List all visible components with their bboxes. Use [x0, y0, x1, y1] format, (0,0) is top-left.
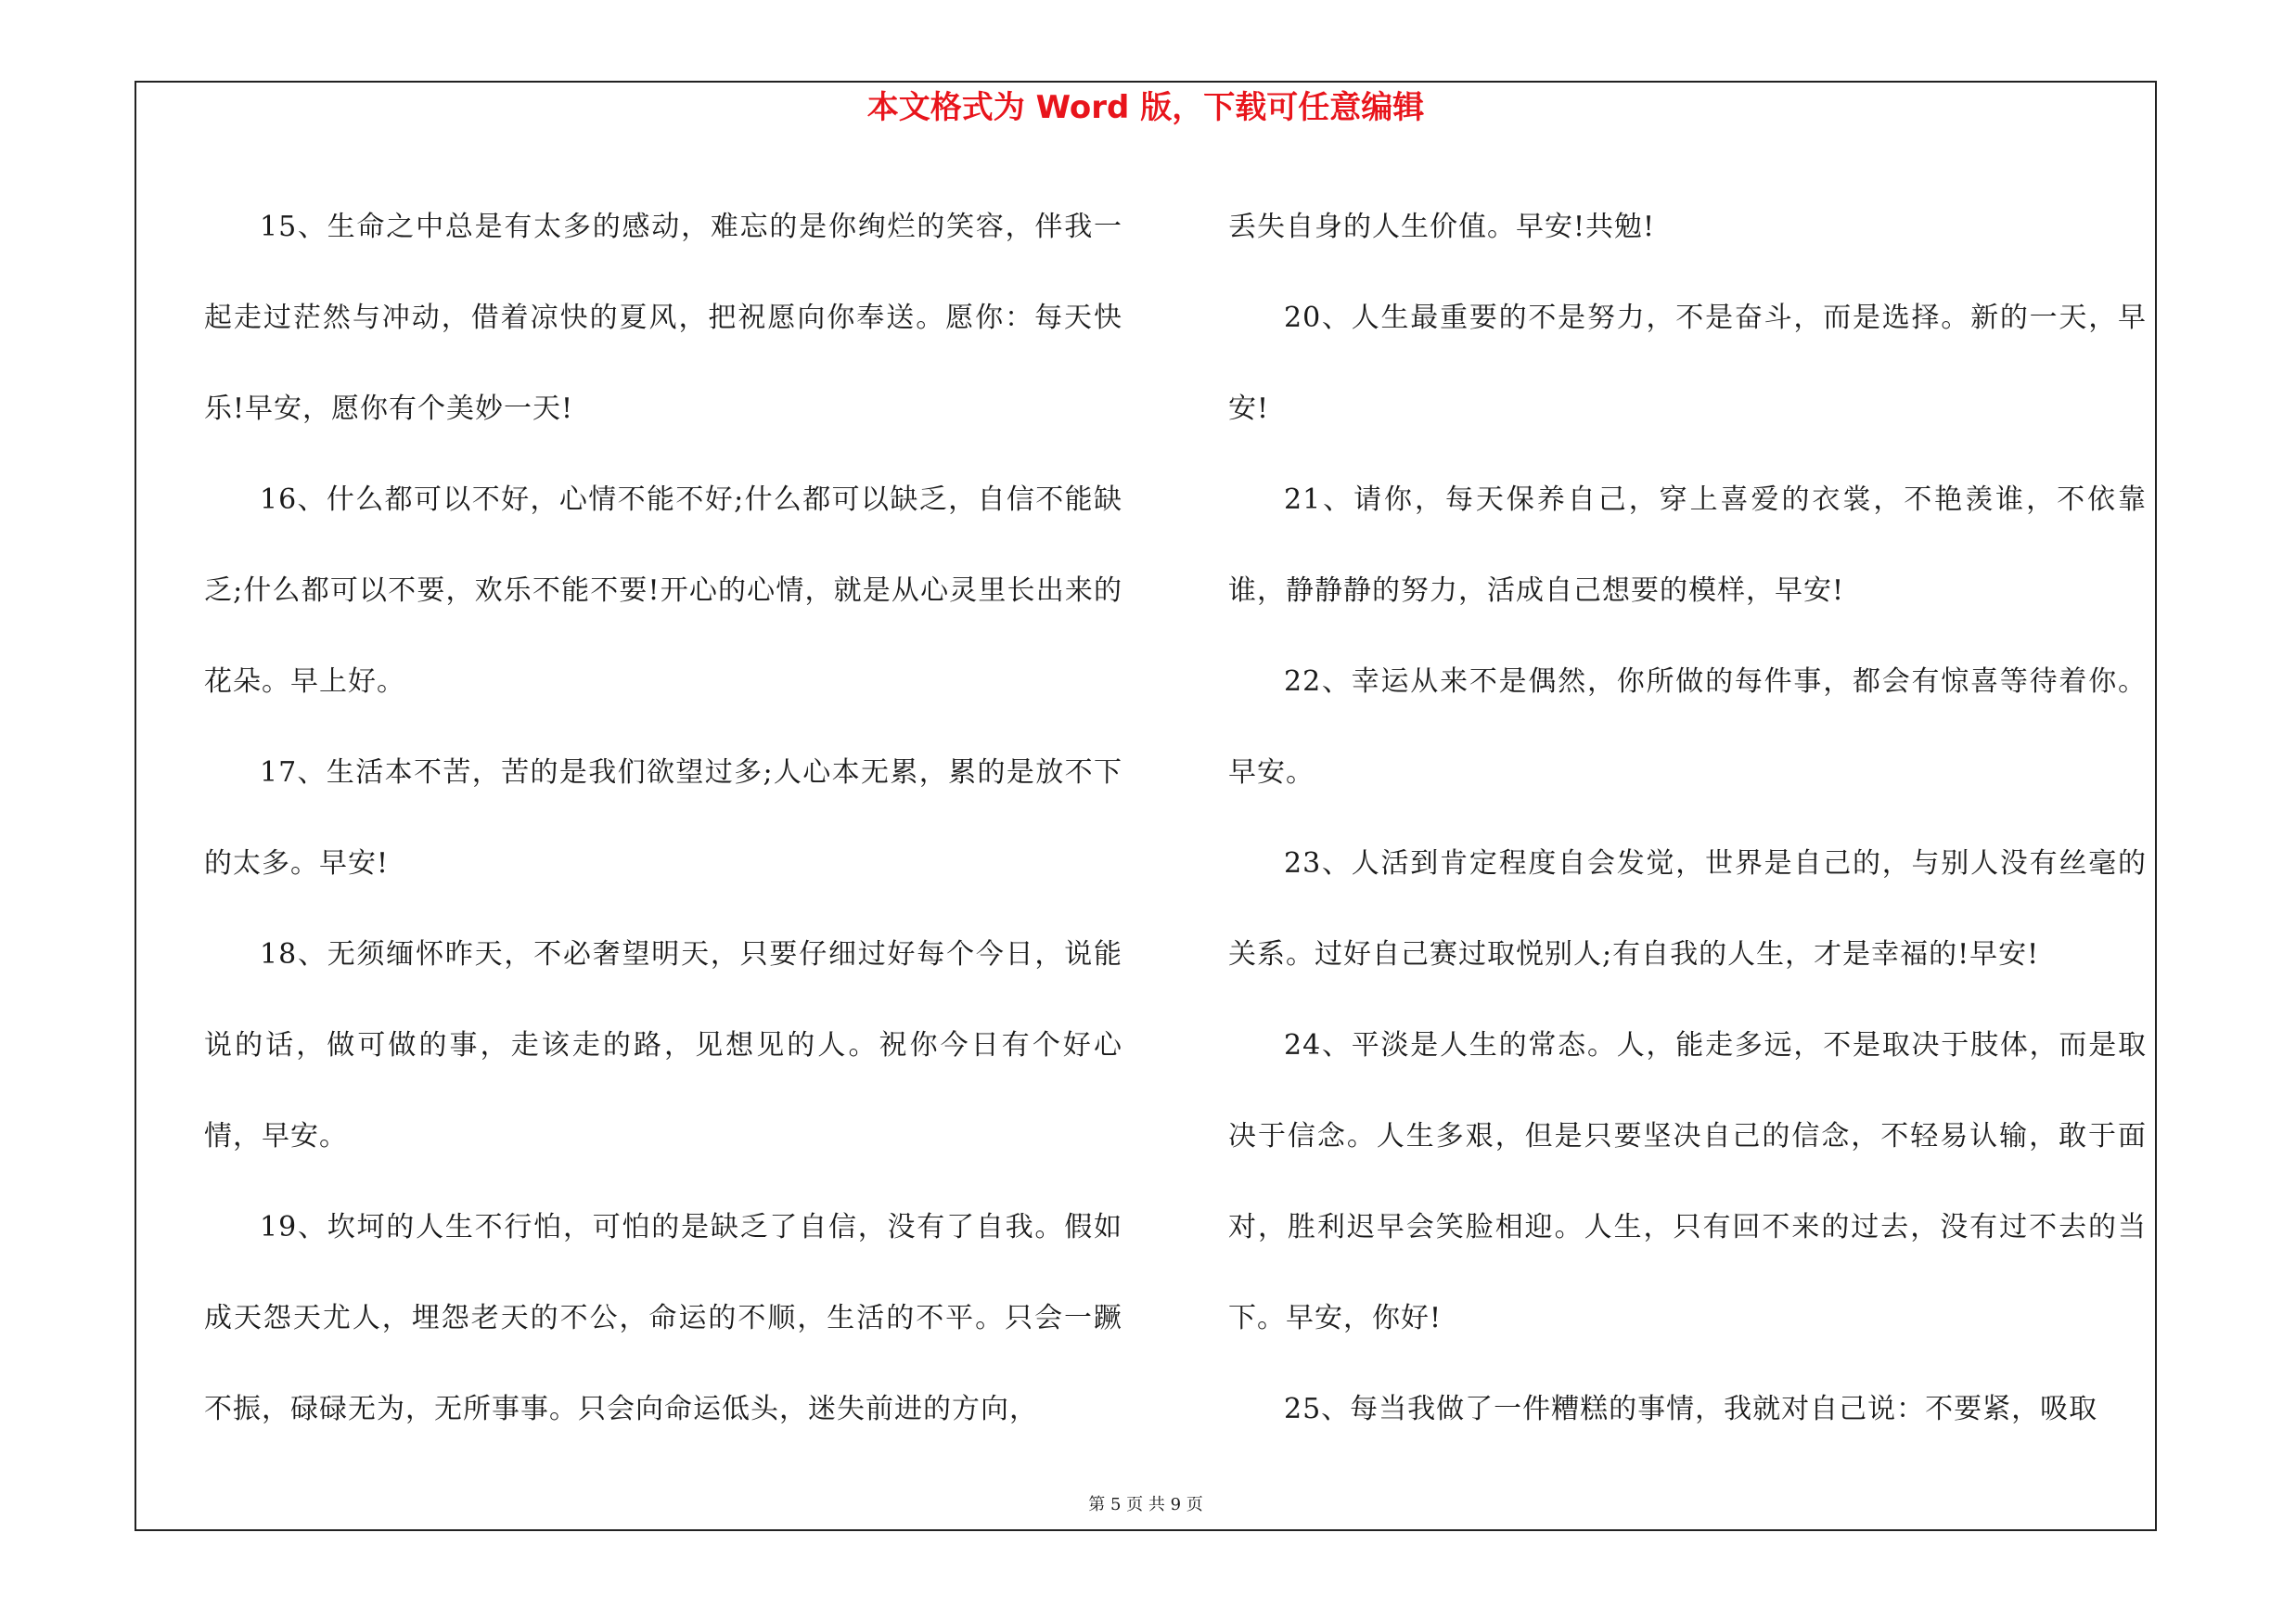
paragraph-23: 23、人活到肯定程度自会发觉，世界是自己的，与别人没有丝毫的关系。过好自己赛过取悦别人;有自我的人生，才是幸福的!早安! — [1228, 847, 2147, 971]
paragraph-16: 16、什么都可以不好，心情不能不好;什么都可以缺乏，自信不能缺乏;什么都可以不要，欢乐不能不要!开心的心情，就是从心灵里长出来的花朵。早上好。 — [204, 483, 1122, 698]
right-column — [1228, 182, 2147, 1455]
paragraph-20: 20、人生最重要的不是努力，不是奋斗，而是选择。新的一天，早安! — [1228, 302, 2147, 425]
paragraph-15: 15、生命之中总是有太多的感动，难忘的是你绚烂的笑容，伴我一起走过茫然与冲动，借着凉快的夏风，把祝愿向你奉送。愿你：每天快乐!早安，愿你有个美妙一天! — [204, 211, 1122, 425]
paragraph-21: 21、请你，每天保养自己，穿上喜爱的衣裳，不艳羡谁，不依靠谁，静静静的努力，活成自己想要的模样，早安! — [1228, 483, 2147, 607]
paragraph-18: 18、无须缅怀昨天，不必奢望明天，只要仔细过好每个今日，说能说的话，做可做的事，走该走的路，见想见的人。祝你今日有个好心情，早安。 — [204, 938, 1122, 1153]
paragraph-25: 25、每当我做了一件糟糕的事情，我就对自己说：不要紧，吸取 — [1284, 1393, 2098, 1425]
header-banner: 本文格式为 Word 版，下载可任意编辑 — [866, 89, 1425, 126]
paragraph-24: 24、平淡是人生的常态。人，能走多远，不是取决于肢体，而是取决于信念。人生多艰，但是只要坚决自己的信念，不轻易认输，敢于面对，胜利迟早会笑脸相迎。人生，只有回不来的过去，没有过不去的当下。早安，你好! — [1228, 1029, 2147, 1334]
paragraph-19: 19、坎坷的人生不行怕，可怕的是缺乏了自信，没有了自我。假如成天怨天尤人，埋怨老天的不公，命运的不顺，生活的不平。只会一蹶不振，碌碌无为，无所事事。只会向命运低头，迷失前进的方向， — [204, 1211, 1122, 1425]
paragraph-19-continued: 丢失自身的人生价值。早安!共勉! — [1228, 211, 1656, 243]
page-number: 第 5 页 共 9 页 — [1088, 1495, 1203, 1514]
paragraph-17: 17、生活本不苦，苦的是我们欲望过多;人心本无累，累的是放不下的太多。早安! — [204, 756, 1122, 880]
paragraph-22: 22、幸运从来不是偶然，你所做的每件事，都会有惊喜等待着你。早安。 — [1228, 665, 2147, 789]
left-column — [204, 182, 1122, 1455]
